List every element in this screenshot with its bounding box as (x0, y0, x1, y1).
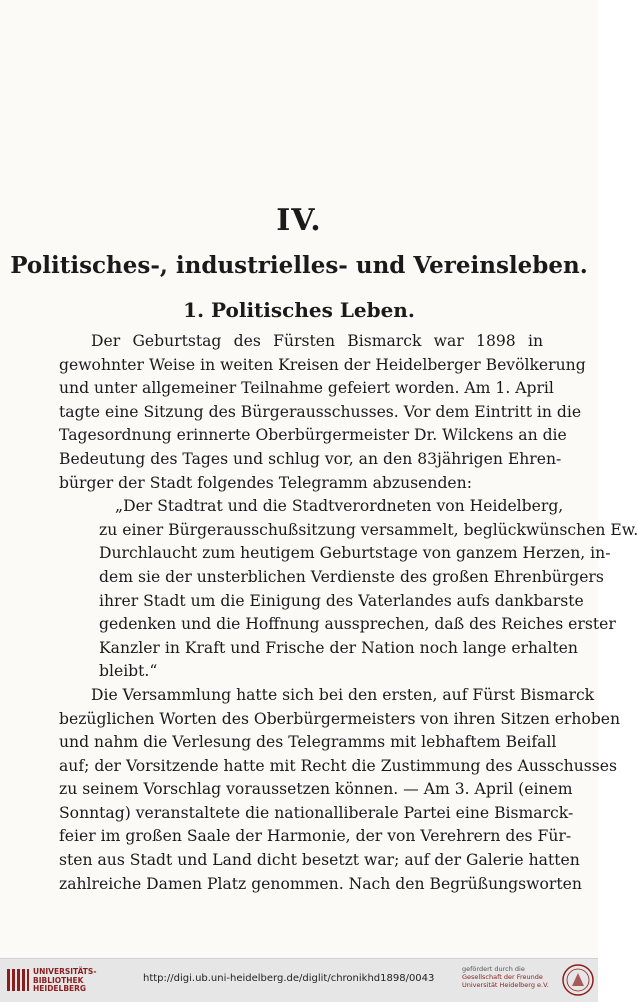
text-line: Sonntag) veranstaltete die nationalliberale Partei eine Bismarck- (59, 803, 574, 822)
text-line: und unter allgemeiner Teilnahme gefeiert worden. Am 1. April (59, 379, 554, 398)
viewer-footer (0, 958, 598, 1002)
quote-line: „Der Stadtrat und die Stadtverordneten von Heidelberg, (115, 497, 564, 516)
text-line: Die Versammlung hatte sich bei den ersten, auf Fürst Bismarck (91, 685, 595, 704)
library-name: UNIVERSITÄTS- BIBLIOTHEK HEIDELBERG (33, 967, 97, 994)
text-line: zu seinem Vorschlag voraussetzen können. — Am 3. April (einem (59, 780, 573, 799)
text-line: und nahm die Verlesung des Telegramms mit lebhaftem Beifall (59, 733, 557, 752)
body-text (59, 330, 638, 896)
text-line: sten aus Stadt und Land dicht besetzt war; auf der Galerie hatten (59, 851, 580, 870)
text-line: gewohnter Weise in weiten Kreisen der Heidelberger Bevölkerung (59, 355, 586, 374)
quote-line: ihrer Stadt um die Einigung des Vaterlandes aufs dankbarste (99, 591, 584, 610)
text-line: auf; der Vorsitzende hatte mit Recht die Zustimmung des Ausschusses (59, 756, 617, 775)
text-line: Tagesordnung erinnerte Oberbürgermeister Dr. Wilckens an die (59, 426, 567, 445)
chapter-title: Politisches-, industrielles- und Vereinsleben. (10, 252, 588, 279)
chapter-number: IV. (276, 203, 322, 238)
quote-line: bleibt.“ (99, 662, 158, 681)
permalink-url[interactable]: http://digi.ub.uni-heidelberg.de/diglit/chronikhd1898/0043 (143, 973, 435, 984)
university-seal-icon (562, 964, 594, 996)
text-line: Der Geburtstag des Fürsten Bismarck war 1898 in (91, 332, 543, 350)
sponsor-credit: gefördert durch die Gesellschaft der Freunde Universität Heidelberg e.V. (462, 965, 549, 989)
quote-line: zu einer Bürgerausschußsitzung versammelt, beglückwünschen Ew. (99, 520, 638, 539)
text-line: feier im großen Saale der Harmonie, der von Verehrern des Für- (59, 827, 572, 846)
text-line: zahlreiche Damen Platz genommen. Nach den Begrüßungsworten (59, 874, 582, 893)
section-title: 1. Politisches Leben. (183, 298, 415, 322)
text-line: tagte eine Sitzung des Bürgerausschusses. Vor dem Eintritt in die (59, 402, 582, 421)
quote-line: gedenken und die Hoffnung aussprechen, daß des Reiches erster (99, 615, 616, 634)
text-line: bezüglichen Worten des Oberbürgermeisters von ihren Sitzen erhoben (59, 709, 621, 728)
quote-line: dem sie der unsterblichen Verdienste des großen Ehrenbürgers (99, 567, 604, 586)
text-line: Bedeutung des Tages und schlug vor, an den 83jährigen Ehren- (59, 449, 562, 468)
quote-line: Kanzler in Kraft und Frische der Nation noch lange erhalten (99, 638, 578, 657)
text-line: bürger der Stadt folgendes Telegramm abzusenden: (59, 473, 472, 492)
quote-line: Durchlaucht zum heutigem Geburtstage von ganzem Herzen, in- (99, 544, 611, 563)
library-logo-icon (6, 966, 30, 994)
